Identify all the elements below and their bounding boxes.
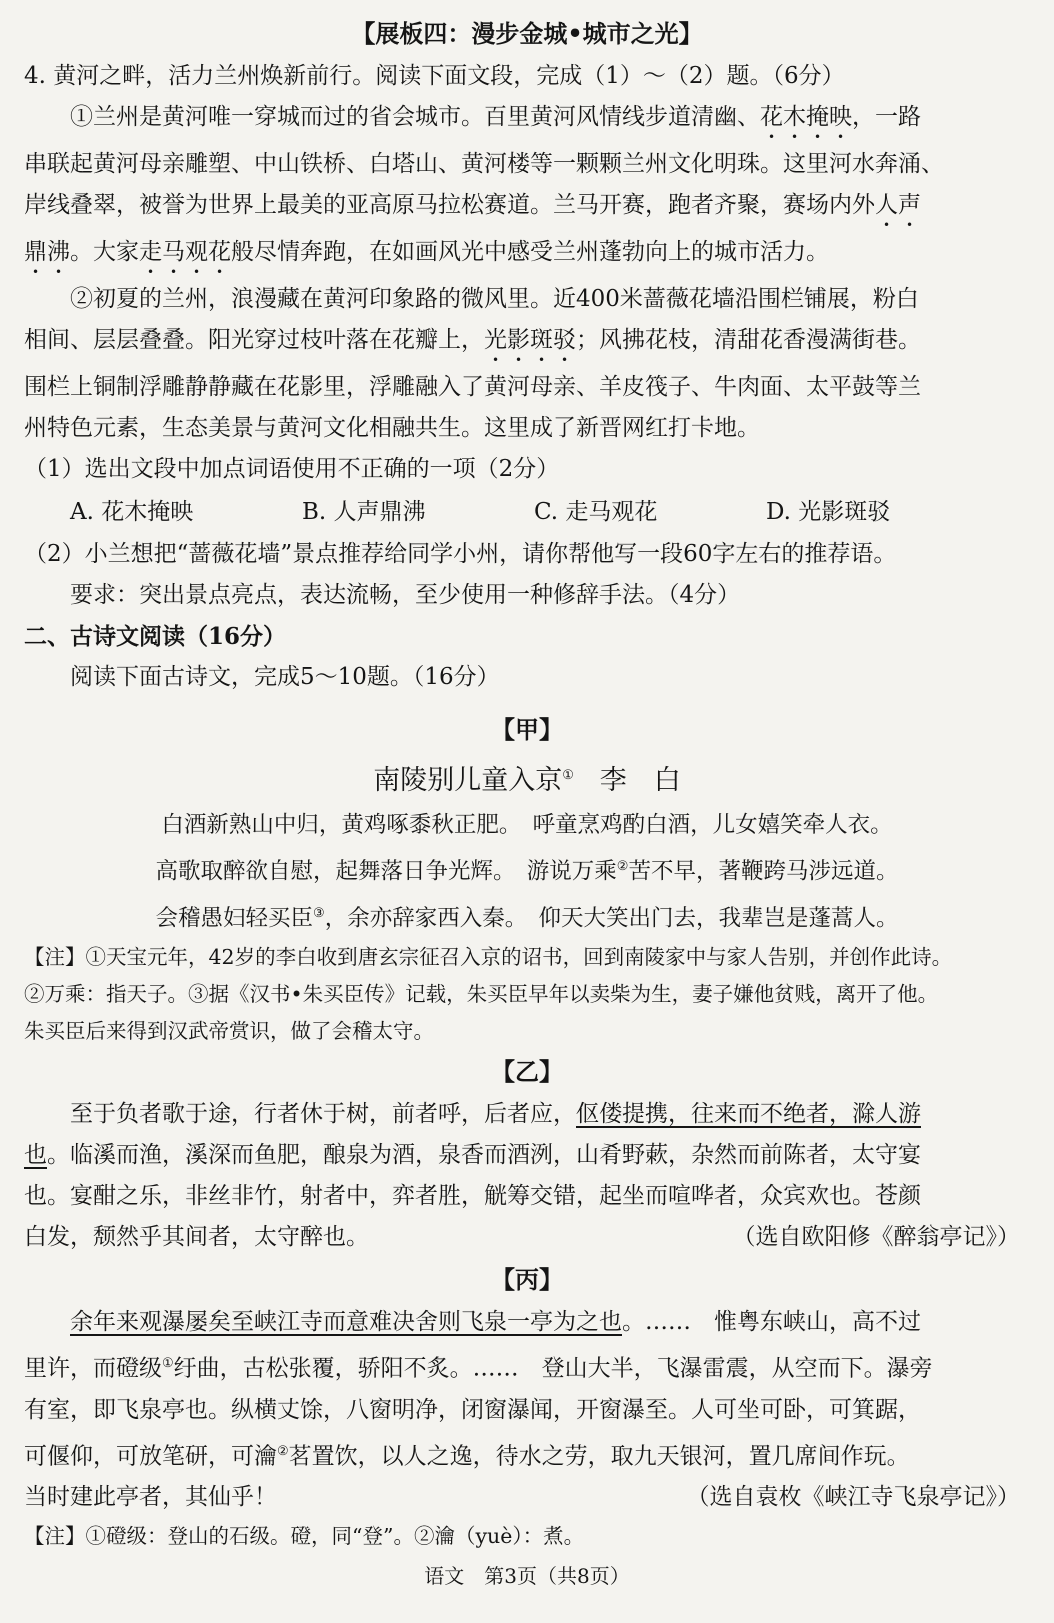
jia-note: 朱买臣后来得到汉武帝赏识，做了会稽太守。 (24, 1019, 434, 1043)
poem-author: 李 白 (599, 765, 681, 796)
dotted-phrase-zouma: 走马观花 (139, 239, 231, 265)
yi-line (24, 1135, 1030, 1176)
section-2-title: 二、古诗文阅读（16分） (24, 623, 287, 650)
jia-note: ②万乘：指天子。③据《汉书•朱买臣传》记载，朱买臣早年以卖柴为生，妻子嫌他贫贱，离开了他。 (24, 982, 939, 1006)
p2-text: 围栏上铜制浮雕静静藏在花影里，浮雕融入了黄河母亲、羊皮筏子、牛肉面、太平鼓等兰 (24, 374, 921, 400)
dotted-phrase-guangying: 光影斑驳 (484, 327, 576, 353)
bing-line: 有室，即飞泉亭也。纵横丈馀，八窗明净，闭窗瀑闻，开窗瀑至。人可坐可卧，可箕踞， (24, 1396, 921, 1423)
poem-line (24, 893, 1030, 940)
bing-source: （选自袁枚《峡江寺飞泉亭记》） (686, 1484, 1020, 1511)
bing-line (24, 1302, 1030, 1343)
poem-line (24, 846, 1030, 893)
answer-options (24, 490, 1030, 534)
passage-paragraph-1 (24, 97, 1030, 279)
option-b: B. 人声鼎沸 (302, 499, 426, 525)
yi-line (24, 1217, 1030, 1258)
bing-line (24, 1477, 1030, 1518)
sub-question-1: （1）选出文段中加点词语使用不正确的一项（2分） (24, 456, 560, 482)
dotted-phrase-dingfei: 鼎沸 (24, 239, 70, 265)
bing-text: 茗置饮，以人之逸，待水之劳，取九天银河，置几席间作玩。 (288, 1443, 910, 1470)
dotted-phrase-rensheng: 人声 (875, 192, 921, 218)
section-2-intro: 阅读下面古诗文，完成5～10题。（16分） (70, 664, 500, 690)
page-footer: 语文 第3页（共8页） (424, 1564, 630, 1588)
jia-note: 【注】①天宝元年，42岁的李白收到唐玄宗征召入京的诏书，回到南陵家中与家人告别，并创作此诗。 (24, 945, 953, 969)
p2-text: ；风拂花枝，清甜花香漫满街巷。 (576, 327, 921, 353)
bing-text: 可偃仰，可放笔研，可瀹 (24, 1443, 277, 1470)
bing-text: 里许，而磴级 (24, 1355, 162, 1382)
footnote-mark: ① (562, 768, 574, 783)
passage-paragraph-2 (24, 279, 1030, 449)
p1-text: 串联起黄河母亲雕塑、中山铁桥、白塔山、黄河楼等一颗颗兰州文化明珠。这里河水奔涌、 (24, 151, 944, 177)
bing-line (24, 1343, 1030, 1390)
p1-text: 。大家 (70, 239, 139, 265)
yi-text: 至于负者歌于途，行者休于树，前者呼，后者应， (70, 1101, 576, 1127)
p1-text: ，一路 (852, 104, 921, 130)
dotted-phrase-huamu: 花木掩映 (760, 104, 852, 130)
footnote-mark: ① (162, 1356, 174, 1371)
poem-title (24, 752, 1030, 805)
text-jia-label: 【甲】 (491, 715, 563, 744)
yi-source: （选自欧阳修《醉翁亭记》） (732, 1224, 1020, 1250)
bing-note: 【注】①磴级：登山的石级。磴，同“登”。②瀹（yuè）：煮。 (24, 1524, 585, 1549)
underlined-sentence-yi: 伛偻提携，往来而不绝者，滁人游 (576, 1101, 921, 1127)
p1-text: 般尽情奔跑，在如画风光中感受兰州蓬勃向上的城市活力。 (231, 239, 829, 265)
text-bing-label: 【丙】 (491, 1265, 563, 1294)
yi-line (24, 1094, 1030, 1135)
question-4-stem: 4. 黄河之畔，活力兰州焕新前行。阅读下面文段，完成（1）～（2）题。（6分） (24, 63, 845, 89)
p2-text: 相间、层层叠叠。阳光穿过枝叶落在花瓣上， (24, 327, 484, 353)
bing-text: 纡曲，古松张覆，骄阳不炙。…… 登山大半，飞瀑雷震，从空而下。瀑旁 (173, 1355, 933, 1382)
yi-line: 也。宴酣之乐，非丝非竹，射者中，弈者胜，觥筹交错，起坐而喧哗者，众宾欢也。苍颜 (24, 1183, 921, 1209)
bing-text: 。…… 惟粤东峡山，高不过 (622, 1309, 921, 1335)
bing-text: 当时建此亭者，其仙乎！ (24, 1484, 277, 1511)
yi-text: 白发，颓然乎其间者，太守醉也。 (24, 1224, 369, 1250)
option-d: D. 光影斑驳 (766, 499, 891, 525)
p1-text: 岸线叠翠，被誉为世界上最美的亚高原马拉松赛道。兰马开赛，跑者齐聚，赛场内外 (24, 192, 875, 218)
p1-text: ①兰州是黄河唯一穿城而过的省会城市。百里黄河风情线步道清幽、 (70, 104, 760, 130)
poem-text: 会稽愚妇轻买臣 (155, 905, 314, 931)
footnote-mark: ② (616, 859, 629, 874)
footnote-mark: ③ (313, 905, 325, 921)
option-c: C. 走马观花 (534, 499, 658, 525)
bing-line (24, 1431, 1030, 1478)
poem-text: ，余亦辞家西入秦。 仰天大笑出门去，我辈岂是蓬蒿人。 (324, 905, 899, 931)
option-a: A. 花木掩映 (70, 499, 194, 525)
footnote-mark: ② (277, 1443, 289, 1459)
underlined-sentence-bing: 余年来观瀑屡矣至峡江寺而意难决舍则飞泉一亭为之也 (70, 1309, 622, 1335)
board-title: 【展板四：漫步金城•城市之光】 (351, 19, 703, 48)
sub-question-2: （2）小兰想把“蔷薇花墙”景点推荐给同学小州，请你帮他写一段60字左右的推荐语。 (24, 541, 897, 567)
sub-question-2-requirements: 要求：突出景点亮点，表达流畅，至少使用一种修辞手法。（4分） (70, 582, 741, 608)
poem-text: 苦不早，著鞭跨马涉远道。 (628, 858, 899, 885)
underlined-sentence-yi-end: 也 (24, 1142, 47, 1168)
yi-text: 。临溪而渔，溪深而鱼肥，酿泉为酒，泉香而酒洌，山肴野蔌，杂然而前陈者，太守宴 (47, 1142, 921, 1168)
text-yi-label: 【乙】 (491, 1057, 563, 1086)
p2-text: 州特色元素，生态美景与黄河文化相融共生。这里成了新晋网红打卡地。 (24, 415, 760, 441)
p2-text: ②初夏的兰州，浪漫藏在黄河印象路的微风里。近400米蔷薇花墙沿围栏铺展，粉白 (70, 286, 919, 312)
poem-text: 高歌取醉欲自慰，起舞落日争光辉。 游说万乘 (155, 858, 617, 885)
poem-line: 白酒新熟山中归，黄鸡啄黍秋正肥。 呼童烹鸡酌白酒，儿女嬉笑牵人衣。 (161, 812, 893, 838)
poem-title-text: 南陵别儿童入京 (373, 765, 563, 796)
